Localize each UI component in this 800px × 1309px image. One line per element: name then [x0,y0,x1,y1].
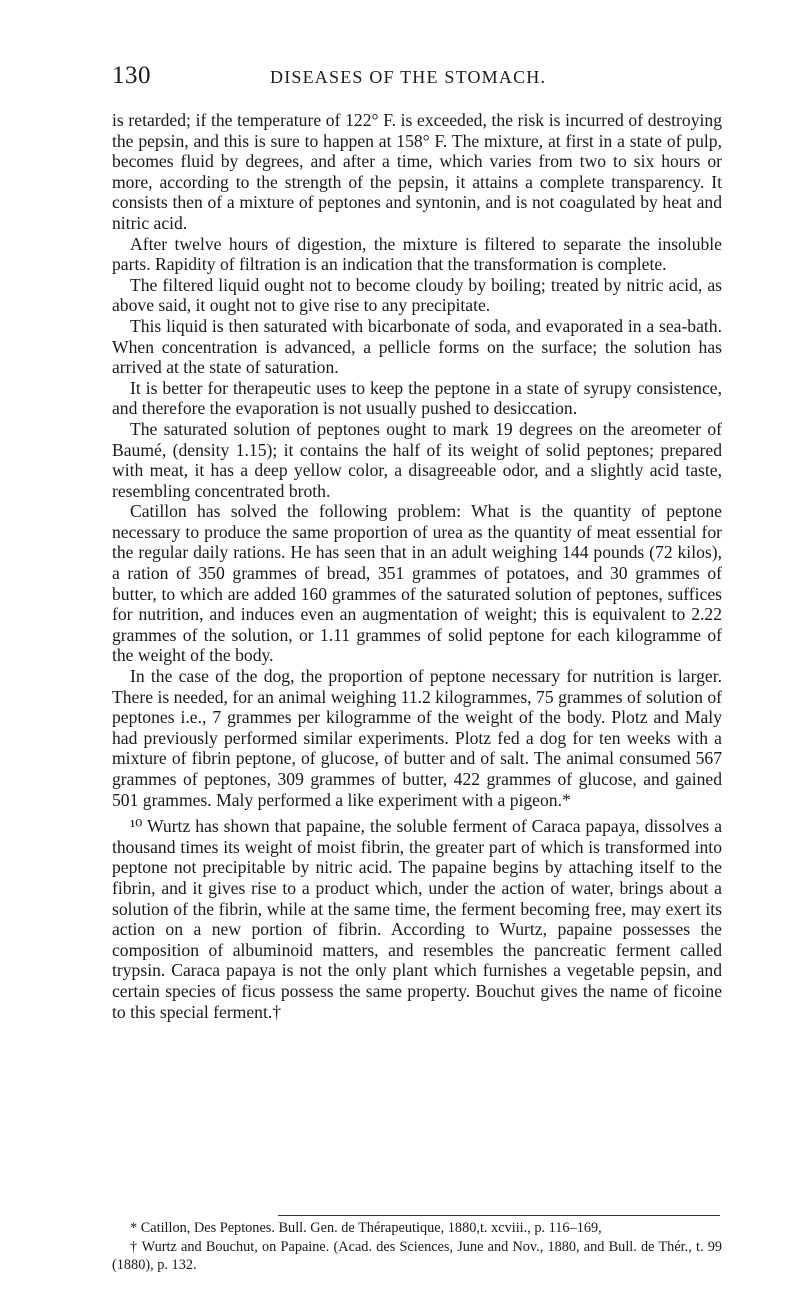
running-head [112,62,712,92]
paragraph-dog-experiment: In the case of the dog, the proportion of peptone necessary for nutrition is larger. There is needed, for an animal weighing 11.2 kilogrammes, 75 grammes of solution of peptones i.e., 7 grammes per kilogramme of the weight of the body. Plotz and Maly had previously performed similar experiments. Plotz fed a dog for ten weeks with a mixture of fibrin peptone, of glucose, of butter and of salt. The animal consumed 567 grammes of peptones, 309 grammes of butter, 422 grammes of glucose, and gained 501 grammes. Maly performed a like experiment with a pigeon.* [112,666,722,810]
paragraph-filtration: After twelve hours of digestion, the mixture is filtered to separate the insoluble parts. Rapidity of filtration is an indication that the transformation is complete. [112,233,722,275]
paragraph-syrupy-consistence: It is better for therapeutic uses to keep the peptone in a state of syrupy consistence, and therefore the evaporation is not usually pushed to desiccation. [112,377,722,419]
footnotes [112,1219,722,1275]
footnote-catillon: * Catillon, Des Peptones. Bull. Gen. de Thérapeutique, 1880,t. xcviii., p. 116–169, [130,1220,602,1236]
page-number: 130 [112,62,151,89]
paragraph-saturation: This liquid is then saturated with bicarbonate of soda, and evaporated in a sea-bath. When concentration is advanced, a pellicle forms on the surface; the solution has arrived at the state of saturation. [112,315,722,378]
body-text [112,110,722,1022]
running-title: DISEASES OF THE STOMACH. [270,67,547,87]
paragraph-areometer: The saturated solution of peptones ought to mark 19 degrees on the areometer of Baumé, (density 1.15); it contains the half of its weight of solid peptones; prepared with meat, it has a deep yellow color, a disagreeable odor, and a slightly acid taste, resembling concentrated broth. [112,418,722,501]
paragraph-wurtz-papaine: ¹⁰ Wurtz has shown that papaine, the soluble ferment of Caraca papaya, dissolves a thousand times its weight of moist fibrin, the greater part of which is transformed into peptone not precipitable by nitric acid. The papaine begins by attaching itself to the fibrin, and it gives rise to a product which, under the action of water, brings about a solution of the fibrin, while at the same time, the ferment becoming free, may exert its action on a new portion of fibrin. According to Wurtz, papaine possesses the composition of albuminoid matters, and resembles the pancreatic ferment called trypsin. Caraca papaya is not the only plant which furnishes a vegetable pepsin, and certain species of ficus possess the same property. Bouchut gives the name of ficoine to this special ferment.† [112,816,722,1022]
footnote-wurtz: † Wurtz and Bouchut, on Papaine. (Acad. des Sciences, June and Nov., 1880, and Bull. de Thér., t. 99 (1880), p. 132. [112,1238,722,1273]
paragraph-continued: is retarded; if the temperature of 122° F. is exceeded, the risk is incurred of destroying the pepsin, and this is sure to happen at 158° F. The mixture, at first in a state of pulp, becomes fluid by degrees, and after a time, which varies from two to six hours or more, according to the strength of the pepsin, it attains a complete transparency. It consists then of a mixture of peptones and syntonin, and is not coagulated by heat and nitric acid. [112,110,722,233]
paragraph-catillon: Catillon has solved the following problem: What is the quantity of peptone necessary to produce the same proportion of urea as the quantity of meat essential for the regular daily rations. He has seen that in an adult weighing 144 pounds (72 kilos), a ration of 350 grammes of bread, 351 grammes of potatoes, and 30 grammes of butter, to which are added 160 grammes of the saturated solution of peptones, suffices for nutrition, and induces even an augmentation of weight; this is equivalent to 2.22 grammes of the solution, or 1.11 grammes of solid peptone for each kilogramme of the weight of the body. [112,501,722,666]
paragraph-filtered-liquid: The filtered liquid ought not to become cloudy by boiling; treated by nitric acid, as above said, it ought not to give rise to any precipitate. [112,274,722,316]
footnote-divider [278,1215,720,1216]
